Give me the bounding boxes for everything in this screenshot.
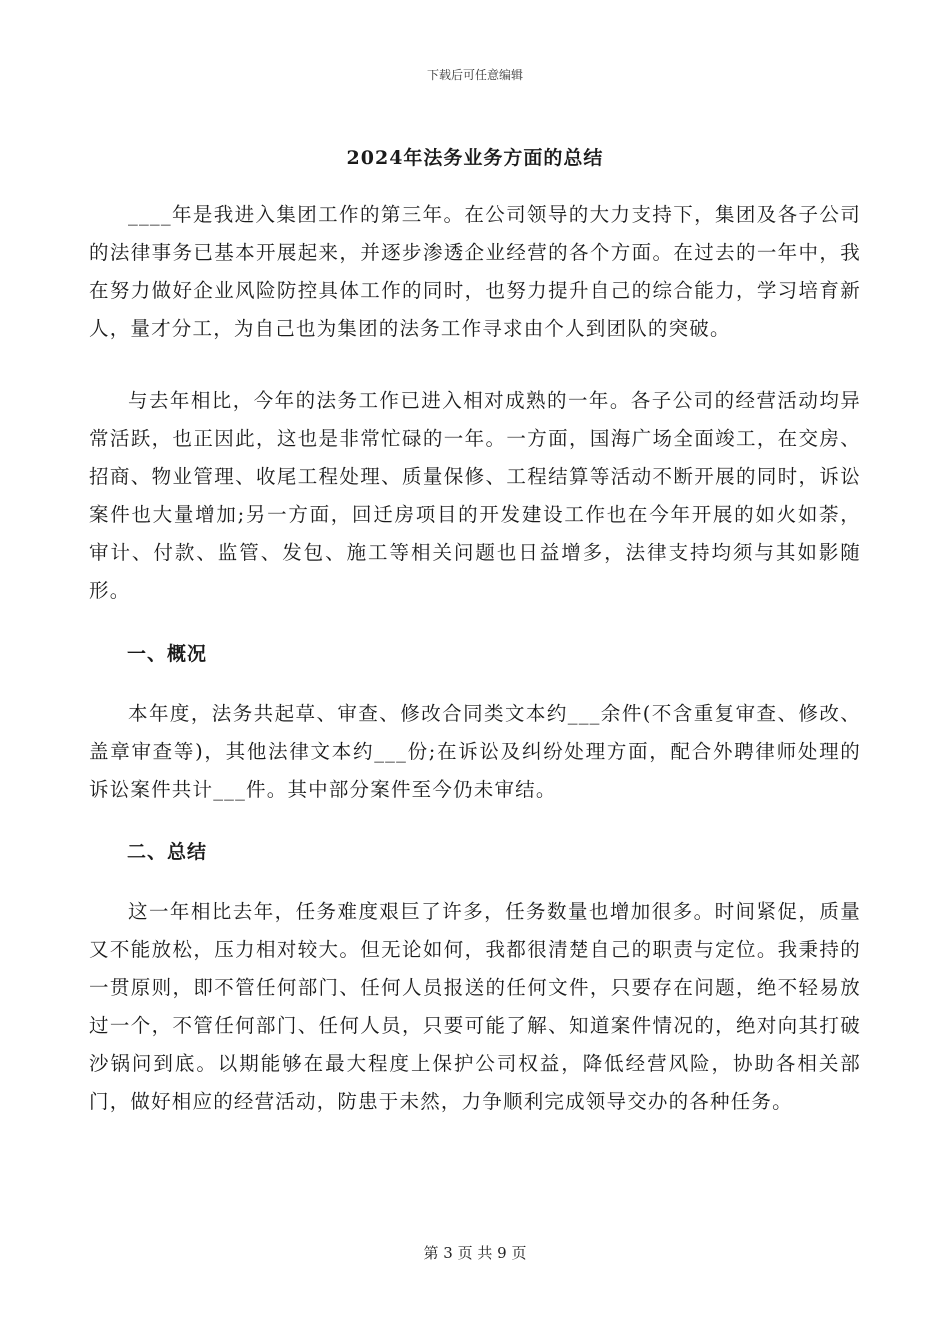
- header-note: 下载后可任意编辑: [426, 68, 523, 82]
- summary-paragraph: 这一年相比去年，任务难度艰巨了许多，任务数量也增加很多。时间紧促，质量又不能放松，压力相对较大。但无论如何，我都很清楚自己的职责与定位。我秉持的一贯原则，即不管任何部门、任何人员报送的任何文件，只要存在问题，绝不轻易放过一个，不管任何部门、任何人员，只要可能了解、知道案件情况的，绝对向其打破沙锅问到底。以期能够在最大程度上保护公司权益，降低经营风险，协助各相关部门，做好相应的经营活动，防患于未然，力争顺利完成领导交办的各种任务。: [89, 900, 861, 1113]
- document-body: [89, 196, 861, 1121]
- document-title: 2024年法务业务方面的总结: [346, 147, 604, 169]
- overview-paragraph: 本年度，法务共起草、审查、修改合同类文本约___余件(不含重复审查、修改、盖章审查等)，其他法律文本约___份;在诉讼及纠纷处理方面，配合外聘律师处理的诉讼案件共计___件。其中部分案件至今仍未审结。: [89, 702, 861, 801]
- section-heading-summary: 二、总结: [127, 841, 208, 863]
- comparison-paragraph: 与去年相比，今年的法务工作已进入相对成熟的一年。各子公司的经营活动均异常活跃，也正因此，这也是非常忙碌的一年。一方面，国海广场全面竣工，在交房、招商、物业管理、收尾工程处理、质量保修、工程结算等活动不断开展的同时，诉讼案件也大量增加;另一方面，回迁房项目的开发建设工作也在今年开展的如火如荼，审计、付款、监管、发包、施工等相关问题也日益增多，法律支持均须与其如影随形。: [89, 389, 861, 602]
- section-heading-overview: 一、概况: [127, 643, 208, 665]
- page-number: 第 3 页 共 9 页: [423, 1244, 527, 1262]
- intro-paragraph: ____年是我进入集团工作的第三年。在公司领导的大力支持下，集团及各子公司的法律事务已基本开展起来，并逐步渗透企业经营的各个方面。在过去的一年中，我在努力做好企业风险防控具体工作的同时，也努力提升自己的综合能力，学习培育新人，量才分工，为自己也为集团的法务工作寻求由个人到团队的突破。: [89, 203, 861, 340]
